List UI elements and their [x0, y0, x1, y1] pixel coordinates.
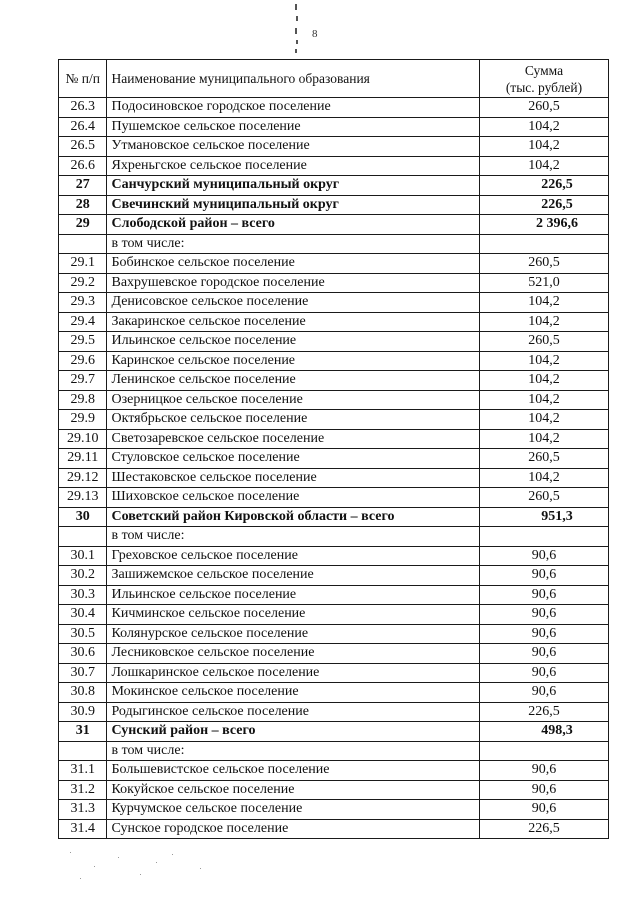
header-num: № п/п	[59, 60, 107, 98]
row-name-cell: Слободской район – всего	[107, 215, 480, 235]
row-name-cell: Советский район Кировской области – всего	[107, 507, 480, 527]
row-number-cell: 31	[59, 722, 107, 742]
table-row	[59, 722, 609, 742]
table-row	[59, 819, 609, 839]
header-name: Наименование муниципального образования	[107, 60, 480, 98]
row-sum-cell: 104,2	[479, 371, 608, 391]
row-number-cell: 31.4	[59, 819, 107, 839]
row-sum-cell: 90,6	[479, 761, 608, 781]
row-number-cell: 31.1	[59, 761, 107, 781]
row-sum-cell	[479, 234, 608, 254]
table-row	[59, 312, 609, 332]
table-row	[59, 215, 609, 235]
table-row	[59, 663, 609, 683]
row-name-cell: Светозаревское сельское поселение	[107, 429, 480, 449]
row-name-cell: Большевистское сельское поселение	[107, 761, 480, 781]
row-name-cell: Ильинское сельское поселение	[107, 585, 480, 605]
row-sum-cell: 260,5	[479, 449, 608, 469]
table-row	[59, 98, 609, 118]
row-name-cell: Каринское сельское поселение	[107, 351, 480, 371]
row-number-cell: 31.3	[59, 800, 107, 820]
row-name-cell: Закаринское сельское поселение	[107, 312, 480, 332]
header-sum	[479, 60, 608, 98]
row-name-cell: Сунский район – всего	[107, 722, 480, 742]
row-number-cell: 29.10	[59, 429, 107, 449]
table-row	[59, 507, 609, 527]
table-row	[59, 195, 609, 215]
row-name-cell: Вахрушевское городское поселение	[107, 273, 480, 293]
table-row	[59, 566, 609, 586]
row-number-cell	[59, 527, 107, 547]
table-row	[59, 605, 609, 625]
row-sum-cell: 104,2	[479, 468, 608, 488]
row-number-cell: 30.5	[59, 624, 107, 644]
row-sum-cell: 104,2	[479, 429, 608, 449]
row-name-cell: Санчурский муниципальный округ	[107, 176, 480, 196]
row-sum-cell: 2 396,6	[479, 215, 608, 235]
table-row	[59, 488, 609, 508]
row-number-cell: 26.6	[59, 156, 107, 176]
row-name-cell: Утмановское сельское поселение	[107, 137, 480, 157]
row-name-cell: Бобинское сельское поселение	[107, 254, 480, 274]
table-row	[59, 585, 609, 605]
row-number-cell: 30.6	[59, 644, 107, 664]
row-sum-cell: 104,2	[479, 137, 608, 157]
row-name-cell: Лесниковское сельское поселение	[107, 644, 480, 664]
row-name-cell: Курчумское сельское поселение	[107, 800, 480, 820]
row-name-cell: Родыгинское сельское поселение	[107, 702, 480, 722]
row-number-cell: 26.5	[59, 137, 107, 157]
row-name-cell: в том числе:	[107, 741, 480, 761]
row-number-cell: 28	[59, 195, 107, 215]
page-number: 8	[312, 28, 318, 40]
row-sum-cell: 90,6	[479, 663, 608, 683]
row-sum-cell: 104,2	[479, 390, 608, 410]
table-row	[59, 644, 609, 664]
row-number-cell: 29.13	[59, 488, 107, 508]
header-sum-line1: Сумма	[524, 62, 564, 78]
row-number-cell: 29.2	[59, 273, 107, 293]
row-sum-cell: 521,0	[479, 273, 608, 293]
table-row	[59, 332, 609, 352]
row-sum-cell: 104,2	[479, 156, 608, 176]
binding-marks	[292, 4, 302, 54]
row-number-cell: 29.11	[59, 449, 107, 469]
table-row	[59, 780, 609, 800]
row-name-cell: Кокуйское сельское поселение	[107, 780, 480, 800]
row-sum-cell: 260,5	[479, 254, 608, 274]
table-row	[59, 800, 609, 820]
table-row	[59, 273, 609, 293]
row-sum-cell: 90,6	[479, 585, 608, 605]
row-name-cell: в том числе:	[107, 527, 480, 547]
row-name-cell: Зашижемское сельское поселение	[107, 566, 480, 586]
row-name-cell: Озерницкое сельское поселение	[107, 390, 480, 410]
row-sum-cell: 226,5	[479, 195, 608, 215]
row-number-cell: 27	[59, 176, 107, 196]
row-name-cell: Мокинское сельское поселение	[107, 683, 480, 703]
row-number-cell: 31.2	[59, 780, 107, 800]
row-name-cell: Ленинское сельское поселение	[107, 371, 480, 391]
table-row	[59, 624, 609, 644]
row-name-cell: Сунское городское поселение	[107, 819, 480, 839]
row-number-cell: 30.4	[59, 605, 107, 625]
table-row	[59, 546, 609, 566]
row-sum-cell: 951,3	[479, 507, 608, 527]
row-sum-cell: 260,5	[479, 332, 608, 352]
row-sum-cell: 226,5	[479, 702, 608, 722]
row-number-cell	[59, 234, 107, 254]
header-sum-line2: (тыс. рублей)	[505, 79, 583, 95]
row-sum-cell: 90,6	[479, 644, 608, 664]
row-number-cell: 29.4	[59, 312, 107, 332]
row-name-cell: Пушемское сельское поселение	[107, 117, 480, 137]
row-number-cell: 29	[59, 215, 107, 235]
row-name-cell: Ильинское сельское поселение	[107, 332, 480, 352]
row-number-cell: 29.12	[59, 468, 107, 488]
row-number-cell: 29.9	[59, 410, 107, 430]
table-row	[59, 351, 609, 371]
row-sum-cell: 90,6	[479, 566, 608, 586]
row-name-cell: Шестаковское сельское поселение	[107, 468, 480, 488]
row-sum-cell: 90,6	[479, 800, 608, 820]
row-name-cell: Свечинский муниципальный округ	[107, 195, 480, 215]
table-row	[59, 468, 609, 488]
row-name-cell: Октябрьское сельское поселение	[107, 410, 480, 430]
table-row	[59, 761, 609, 781]
row-name-cell: Шиховское сельское поселение	[107, 488, 480, 508]
table-row	[59, 156, 609, 176]
row-number-cell: 26.3	[59, 98, 107, 118]
row-sum-cell: 90,6	[479, 780, 608, 800]
scan-speckle	[60, 848, 260, 888]
row-sum-cell: 104,2	[479, 351, 608, 371]
row-sum-cell: 90,6	[479, 546, 608, 566]
row-sum-cell: 90,6	[479, 624, 608, 644]
row-sum-cell: 226,5	[479, 176, 608, 196]
row-number-cell: 29.6	[59, 351, 107, 371]
row-name-cell: в том числе:	[107, 234, 480, 254]
table-row	[59, 429, 609, 449]
table-row	[59, 371, 609, 391]
table-body	[59, 98, 609, 839]
row-number-cell	[59, 741, 107, 761]
table-header-row	[59, 60, 609, 98]
row-sum-cell: 260,5	[479, 98, 608, 118]
row-sum-cell: 104,2	[479, 410, 608, 430]
row-name-cell: Колянурское сельское поселение	[107, 624, 480, 644]
table-row	[59, 293, 609, 313]
row-sum-cell: 90,6	[479, 683, 608, 703]
row-name-cell: Кичминское сельское поселение	[107, 605, 480, 625]
table-row	[59, 254, 609, 274]
table-row	[59, 449, 609, 469]
row-sum-cell: 498,3	[479, 722, 608, 742]
row-number-cell: 30.1	[59, 546, 107, 566]
table-row	[59, 234, 609, 254]
row-number-cell: 30	[59, 507, 107, 527]
table-row	[59, 410, 609, 430]
row-number-cell: 30.2	[59, 566, 107, 586]
table-row	[59, 176, 609, 196]
table-row	[59, 117, 609, 137]
row-name-cell: Лошкаринское сельское поселение	[107, 663, 480, 683]
table-row	[59, 741, 609, 761]
row-name-cell: Подосиновское городское поселение	[107, 98, 480, 118]
row-number-cell: 29.8	[59, 390, 107, 410]
row-number-cell: 30.8	[59, 683, 107, 703]
row-number-cell: 29.5	[59, 332, 107, 352]
row-sum-cell: 104,2	[479, 293, 608, 313]
row-sum-cell	[479, 741, 608, 761]
row-number-cell: 29.3	[59, 293, 107, 313]
row-number-cell: 26.4	[59, 117, 107, 137]
table-row	[59, 527, 609, 547]
row-sum-cell: 226,5	[479, 819, 608, 839]
row-name-cell: Денисовское сельское поселение	[107, 293, 480, 313]
table-row	[59, 683, 609, 703]
row-name-cell: Греховское сельское поселение	[107, 546, 480, 566]
row-sum-cell: 104,2	[479, 117, 608, 137]
row-number-cell: 30.9	[59, 702, 107, 722]
row-number-cell: 30.3	[59, 585, 107, 605]
row-sum-cell: 90,6	[479, 605, 608, 625]
row-sum-cell	[479, 527, 608, 547]
row-sum-cell: 260,5	[479, 488, 608, 508]
row-name-cell: Яхреньгское сельское поселение	[107, 156, 480, 176]
row-number-cell: 29.1	[59, 254, 107, 274]
allocation-table	[58, 59, 609, 839]
row-number-cell: 29.7	[59, 371, 107, 391]
table-row	[59, 137, 609, 157]
row-name-cell: Стуловское сельское поселение	[107, 449, 480, 469]
row-number-cell: 30.7	[59, 663, 107, 683]
table-row	[59, 702, 609, 722]
row-sum-cell: 104,2	[479, 312, 608, 332]
table-row	[59, 390, 609, 410]
